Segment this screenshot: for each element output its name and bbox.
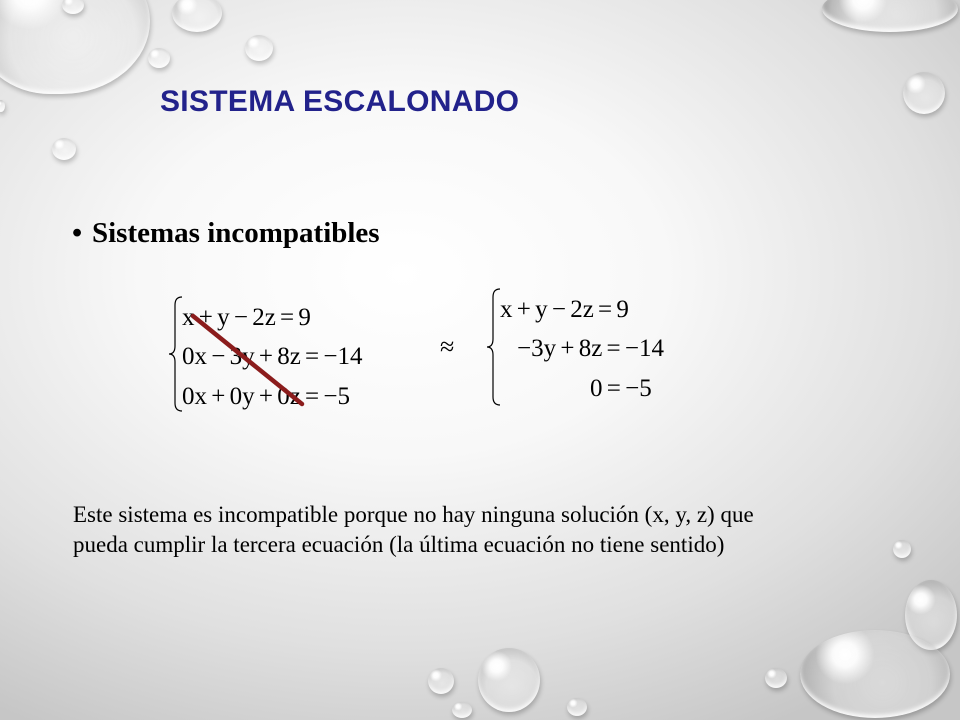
water-drop-decoration	[0, 0, 150, 94]
strike-through-diagonal	[185, 308, 310, 413]
water-drop-decoration	[903, 72, 945, 114]
water-drop-decoration	[452, 702, 472, 718]
explanation-line: Este sistema es incompatible porque no hay ninguna solución (x, y, z) que	[73, 502, 754, 527]
left-brace-path	[169, 297, 182, 411]
left-equation-3: 0x + 0y + 0z = −5	[182, 383, 350, 410]
right-equation-3: 0 = −5	[590, 375, 652, 402]
water-drop-decoration	[428, 668, 454, 694]
right-equation-1: x + y − 2z = 9	[500, 296, 629, 323]
approx-symbol: ≈	[440, 332, 455, 361]
bullet-heading: Sistemas incompatibles	[92, 217, 380, 249]
explanation-paragraph	[73, 500, 754, 560]
water-drop-decoration	[893, 540, 911, 558]
water-drop-decoration	[765, 668, 787, 688]
left-equation-1: x + y − 2z = 9	[182, 304, 311, 331]
right-brace-path	[487, 289, 500, 405]
water-drop-decoration	[148, 48, 170, 68]
water-drop-decoration	[172, 0, 222, 32]
right-equation-2: −3y + 8z = −14	[517, 335, 664, 362]
water-drop-decoration	[0, 100, 5, 112]
water-drop-decoration	[245, 35, 273, 61]
water-drop-decoration	[567, 698, 587, 716]
explanation-line: pueda cumplir la tercera ecuación (la última ecuación no tiene sentido)	[73, 532, 725, 557]
left-equation-2: 0x − 3y + 8z = −14	[182, 343, 363, 370]
bullet-marker: •	[72, 217, 83, 249]
water-drop-decoration	[478, 648, 540, 712]
water-drop-decoration	[822, 0, 958, 32]
water-drop-decoration	[52, 138, 76, 160]
strike-line	[193, 316, 302, 404]
water-drop-decoration	[800, 630, 950, 718]
slide-title: SISTEMA ESCALONADO	[160, 85, 520, 118]
